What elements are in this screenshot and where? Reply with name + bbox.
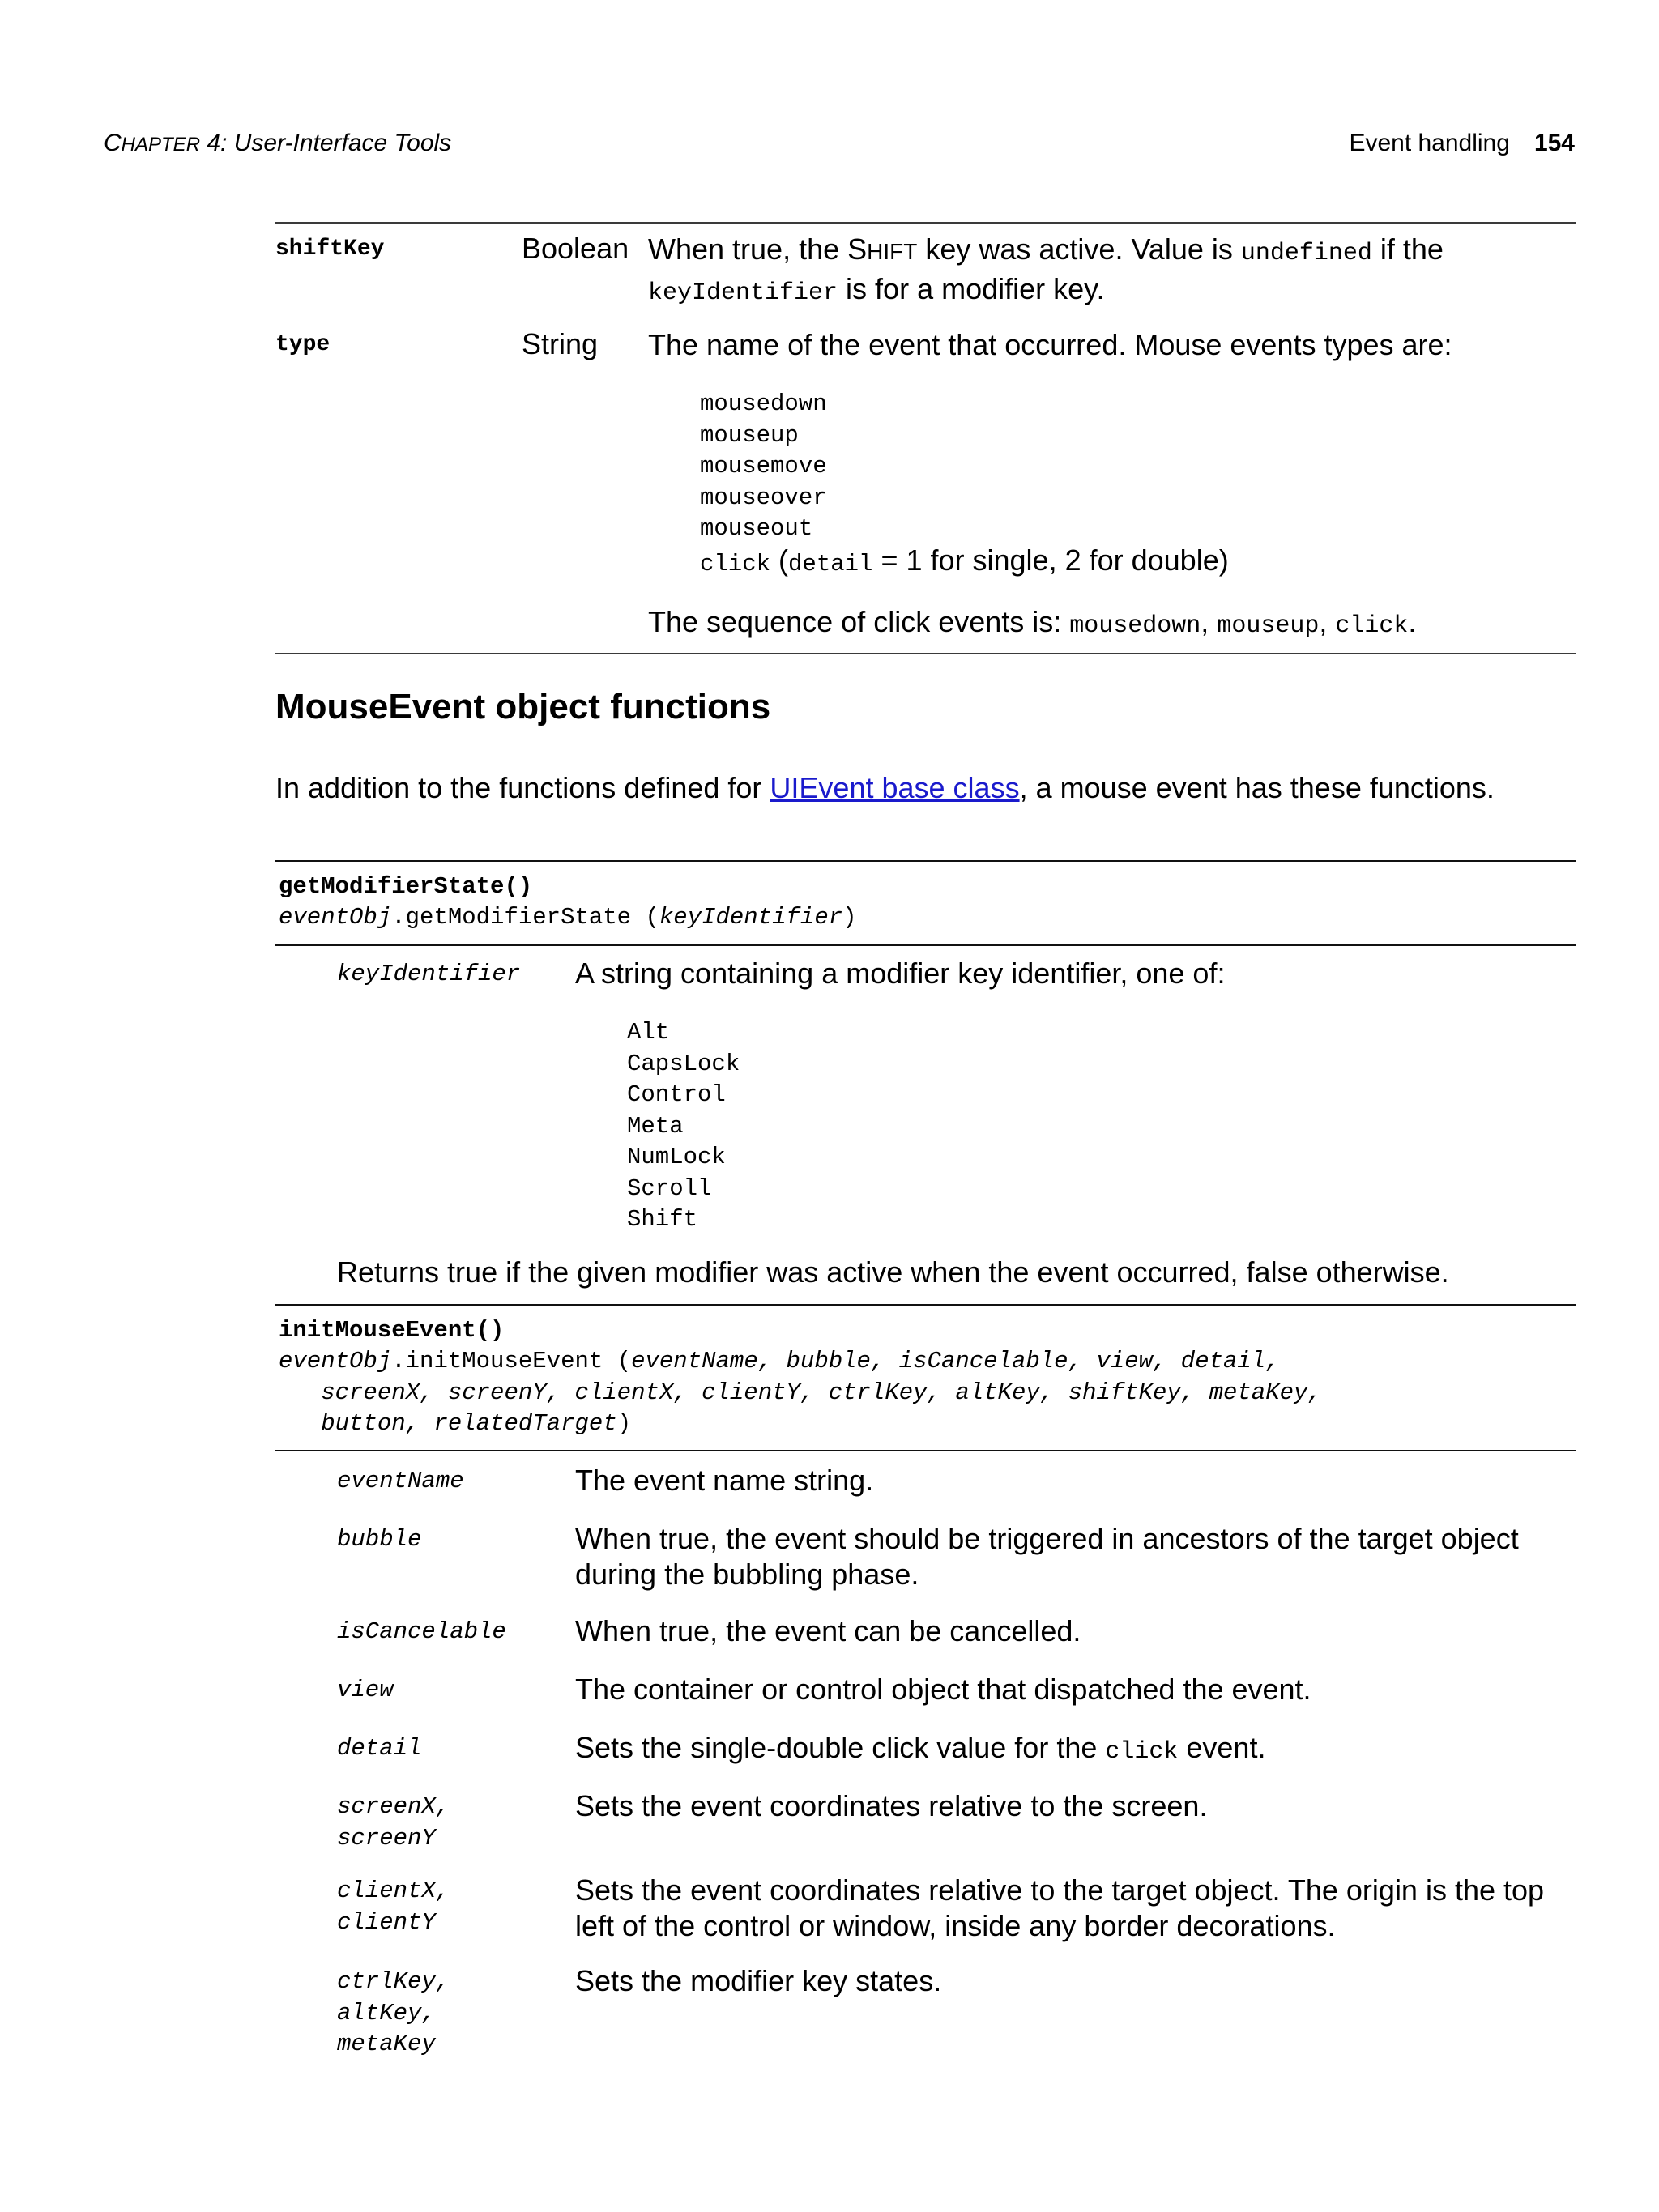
running-header-chapter: CHAPTER 4: User-Interface Tools <box>104 130 452 156</box>
arg-desc-bubble: When true, the event should be triggered in ancestors of the target object during the bubbling phase. <box>575 1522 1519 1591</box>
prop-type-shiftkey: Boolean <box>522 232 629 265</box>
table-top-rule <box>275 222 1576 224</box>
arg-name-clientx-clienty: clientX, clientY <box>337 1877 450 1936</box>
function-signature-initmouseevent: eventObj.initMouseEvent (eventName, bubble, isCancelable, view, detail, screenX, screenY, clientX, clientY, ctrlKey, altKey, shiftKey, metaKey, button, relatedTarget) <box>279 1348 1322 1437</box>
prop-type-type: String <box>522 327 599 360</box>
function-top-rule <box>275 860 1576 862</box>
mouse-event-type-list: mousedown mouseup mousemove mouseover mouseout <box>700 390 827 542</box>
arg-desc-eventname: The event name string. <box>575 1464 874 1497</box>
arg-name-detail: detail <box>337 1735 422 1762</box>
click-sequence-text: The sequence of click events is: mousedown, mouseup, click. <box>648 605 1417 640</box>
function-name-getmodifierstate: getModifierState() <box>279 873 533 900</box>
arg-desc-detail: Sets the single-double click value for the click event. <box>575 1731 1266 1766</box>
uievent-base-class-link[interactable]: UIEvent base class <box>770 771 1020 804</box>
table-bottom-rule <box>275 653 1576 654</box>
section-name: Event handling <box>1349 130 1510 156</box>
arg-desc-screenx-screeny: Sets the event coordinates relative to the screen. <box>575 1789 1208 1822</box>
arg-desc-clientx-clienty: Sets the event coordinates relative to the target object. The origin is the top left of the control or window, inside any border decorations. <box>575 1873 1545 1942</box>
function-signature-getmodifierstate: eventObj.getModifierState (keyIdentifier) <box>279 904 857 931</box>
function-sig-rule <box>275 1450 1576 1451</box>
arg-desc-view: The container or control object that dispatched the event. <box>575 1673 1311 1706</box>
arg-desc-keyidentifier: A string containing a modifier key identifier, one of: <box>575 957 1226 990</box>
prop-name-shiftkey: shiftKey <box>275 237 385 262</box>
returns-description: Returns true if the given modifier was active when the event occurred, false otherwise. <box>337 1255 1449 1289</box>
function-sig-rule <box>275 944 1576 946</box>
arg-desc-iscancelable: When true, the event can be cancelled. <box>575 1614 1081 1647</box>
function-top-rule <box>275 1304 1576 1306</box>
arg-name-modifier-keys: ctrlKey, altKey, metaKey <box>337 1968 450 2057</box>
running-header-section <box>1349 130 1575 157</box>
arg-name-eventname: eventName <box>337 1468 464 1494</box>
arg-name-iscancelable: isCancelable <box>337 1618 506 1645</box>
click-event-line: click (detail = 1 for single, 2 for double) <box>700 543 1229 578</box>
arg-name-bubble: bubble <box>337 1526 422 1553</box>
function-name-initmouseevent: initMouseEvent() <box>279 1317 505 1344</box>
prop-desc-type: The name of the event that occurred. Mouse events types are: <box>648 328 1452 361</box>
section-intro: In addition to the functions defined for UIEvent base class, a mouse event has these functions. <box>275 771 1495 804</box>
prop-name-type: type <box>275 332 331 357</box>
arg-name-screenx-screeny: screenX, screenY <box>337 1793 450 1852</box>
page-number: 154 <box>1533 130 1575 156</box>
arg-name-keyidentifier: keyIdentifier <box>337 961 521 987</box>
modifier-key-list: Alt CapsLock Control Meta NumLock Scroll Shift <box>627 1019 740 1233</box>
prop-desc-shiftkey: When true, the SHIFT key was active. Value is undefined if the keyIdentifier is for a modifier key. <box>648 232 1444 307</box>
section-heading: MouseEvent object functions <box>275 687 771 727</box>
arg-desc-modifier-keys: Sets the modifier key states. <box>575 1964 942 1997</box>
arg-name-view: view <box>337 1677 394 1703</box>
